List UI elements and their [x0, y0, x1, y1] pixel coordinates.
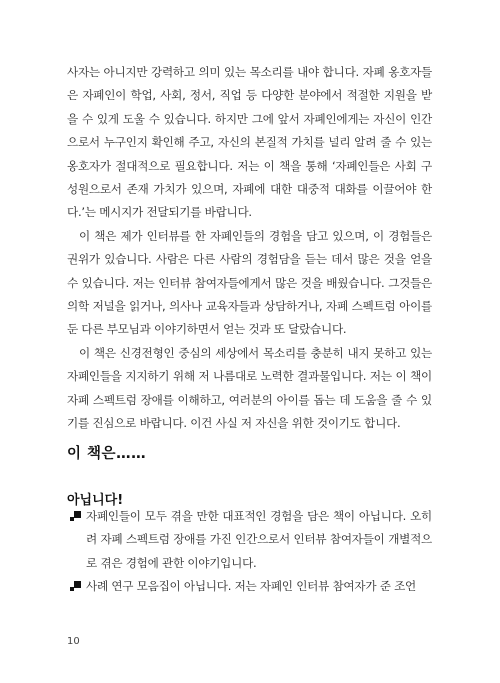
paragraph-3: 이 책은 신경전형인 중심의 세상에서 목소리를 충분히 내지 못하고 있는 자폐인들을 지지하기 위해 저 나름대로 노력한 결과물입니다. 저는 이 책이 자폐 스펙트럼 장애를 이해하고, 여러분의 아이를 돕는 데 도움을 줄 수 있기를 진심으로 바랍니다. 이건 사실 저 자신을 위한 것이기도 합니다. — [67, 345, 432, 431]
page-number: 10 — [67, 636, 80, 647]
bullet-list — [67, 505, 432, 599]
square-bullet-icon — [70, 581, 82, 592]
bullet-text: 자폐인들이 모두 겪을 만한 대표적인 경험을 담은 책이 아닙니다. 오히려 자폐 스펙트럼 장애를 가진 인간으로서 인터뷰 참여자들이 개별적으로 겪은 경험에 관한 이야기입니다. — [86, 509, 432, 570]
bullet-item — [67, 575, 432, 598]
bullet-item — [67, 505, 432, 575]
paragraph-2: 이 책은 제가 인터뷰를 한 자폐인들의 경험을 담고 있으며, 이 경험들은 권위가 있습니다. 사람은 다른 사람의 경험담을 듣는 데서 많은 것을 얻을 수 있습니다. 저는 인터뷰 참여자들에게서 많은 것을 배웠습니다. 그것들은 의학 저널을 읽거나, 의사나 교육자들과 상담하거나, 자폐 스펙트럼 아이를 둔 다른 부모님과 이야기하면서 얻는 것과 또 달랐습니다. — [67, 228, 432, 337]
body-text — [67, 61, 432, 436]
square-bullet-icon — [70, 511, 82, 522]
bullet-text: 사례 연구 모음집이 아닙니다. 저는 자폐인 인터뷰 참여자가 준 조언 — [86, 579, 416, 594]
paragraph-1: 사자는 아니지만 강력하고 의미 있는 목소리를 내야 합니다. 자폐 옹호자들은 자폐인이 학업, 사회, 정서, 직업 등 다양한 분야에서 적절한 지원을 받을 수 있게 도울 수 있습니다. 하지만 그에 앞서 자폐인에게는 자신이 인간으로서 누구인지 확인해 주고, 자신의 본질적 가치를 널리 알려 줄 수 있는 옹호자가 절대적으로 필요합니다. 저는 이 책을 통해 ‘자폐인들은 사회 구성원으로서 존재 가치가 있으며, 자폐에 대한 대중적 대화를 이끌어야 한다.’는 메시지가 전달되기를 바랍니다. — [67, 65, 432, 220]
section-title: 이 책은…… — [67, 446, 147, 462]
sub-title: 아닙니다! — [67, 493, 124, 508]
